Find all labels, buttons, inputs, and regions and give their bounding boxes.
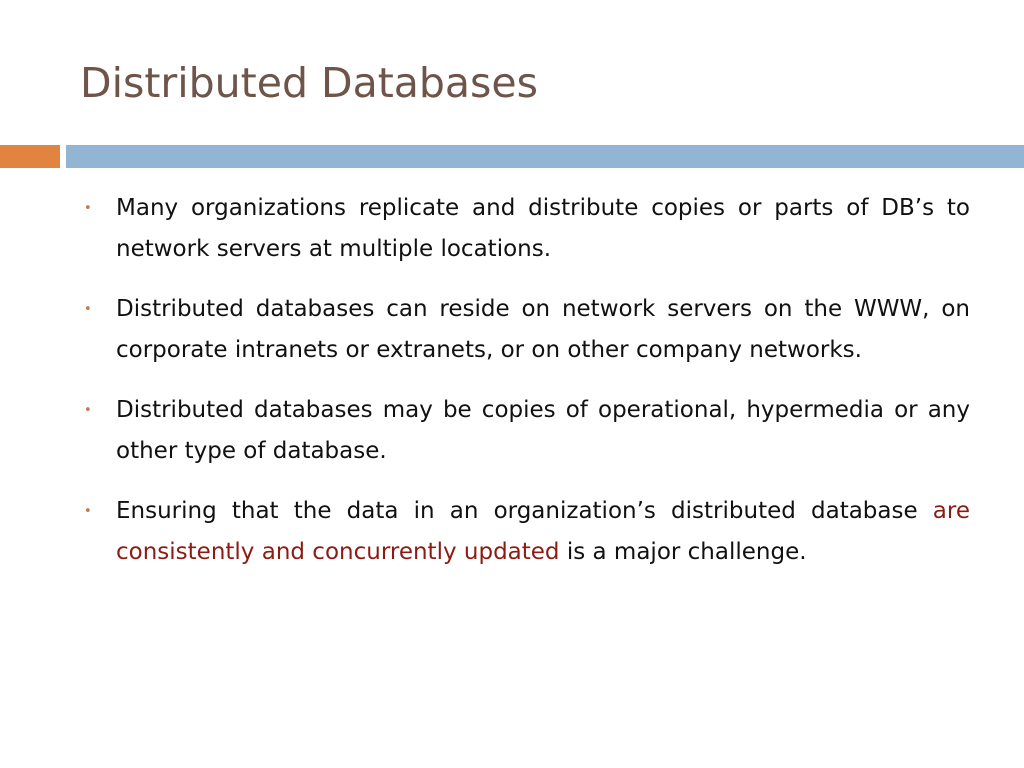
bullet-item [76, 188, 970, 270]
bullet-text: Distributed databases can reside on network servers on the WWW, on corporate intranets or extranets, or on other company networks. [116, 296, 970, 363]
bullet-icon: • [84, 504, 92, 519]
bullet-item [76, 491, 970, 573]
highlighted-text: are consistently and concurrently updated [116, 498, 970, 565]
bullet-icon: • [84, 302, 92, 317]
bullet-icon: • [84, 201, 92, 216]
bullet-text-after: is a major challenge. [559, 539, 807, 565]
bullet-item [76, 289, 970, 371]
slide-title: Distributed Databases [80, 59, 539, 107]
accent-bar-orange [0, 145, 60, 168]
bullet-text [116, 491, 970, 573]
bullet-text: Many organizations replicate and distribute copies or parts of DB’s to network servers at multiple locations. [116, 195, 970, 262]
bullet-icon: • [84, 403, 92, 418]
accent-bar-blue [66, 145, 1024, 168]
bullet-text: Distributed databases may be copies of operational, hypermedia or any other type of database. [116, 397, 970, 464]
bullet-list [76, 188, 970, 592]
bullet-item [76, 390, 970, 472]
bullet-text-before: Ensuring that the data in an organization’s distributed database [116, 498, 933, 524]
